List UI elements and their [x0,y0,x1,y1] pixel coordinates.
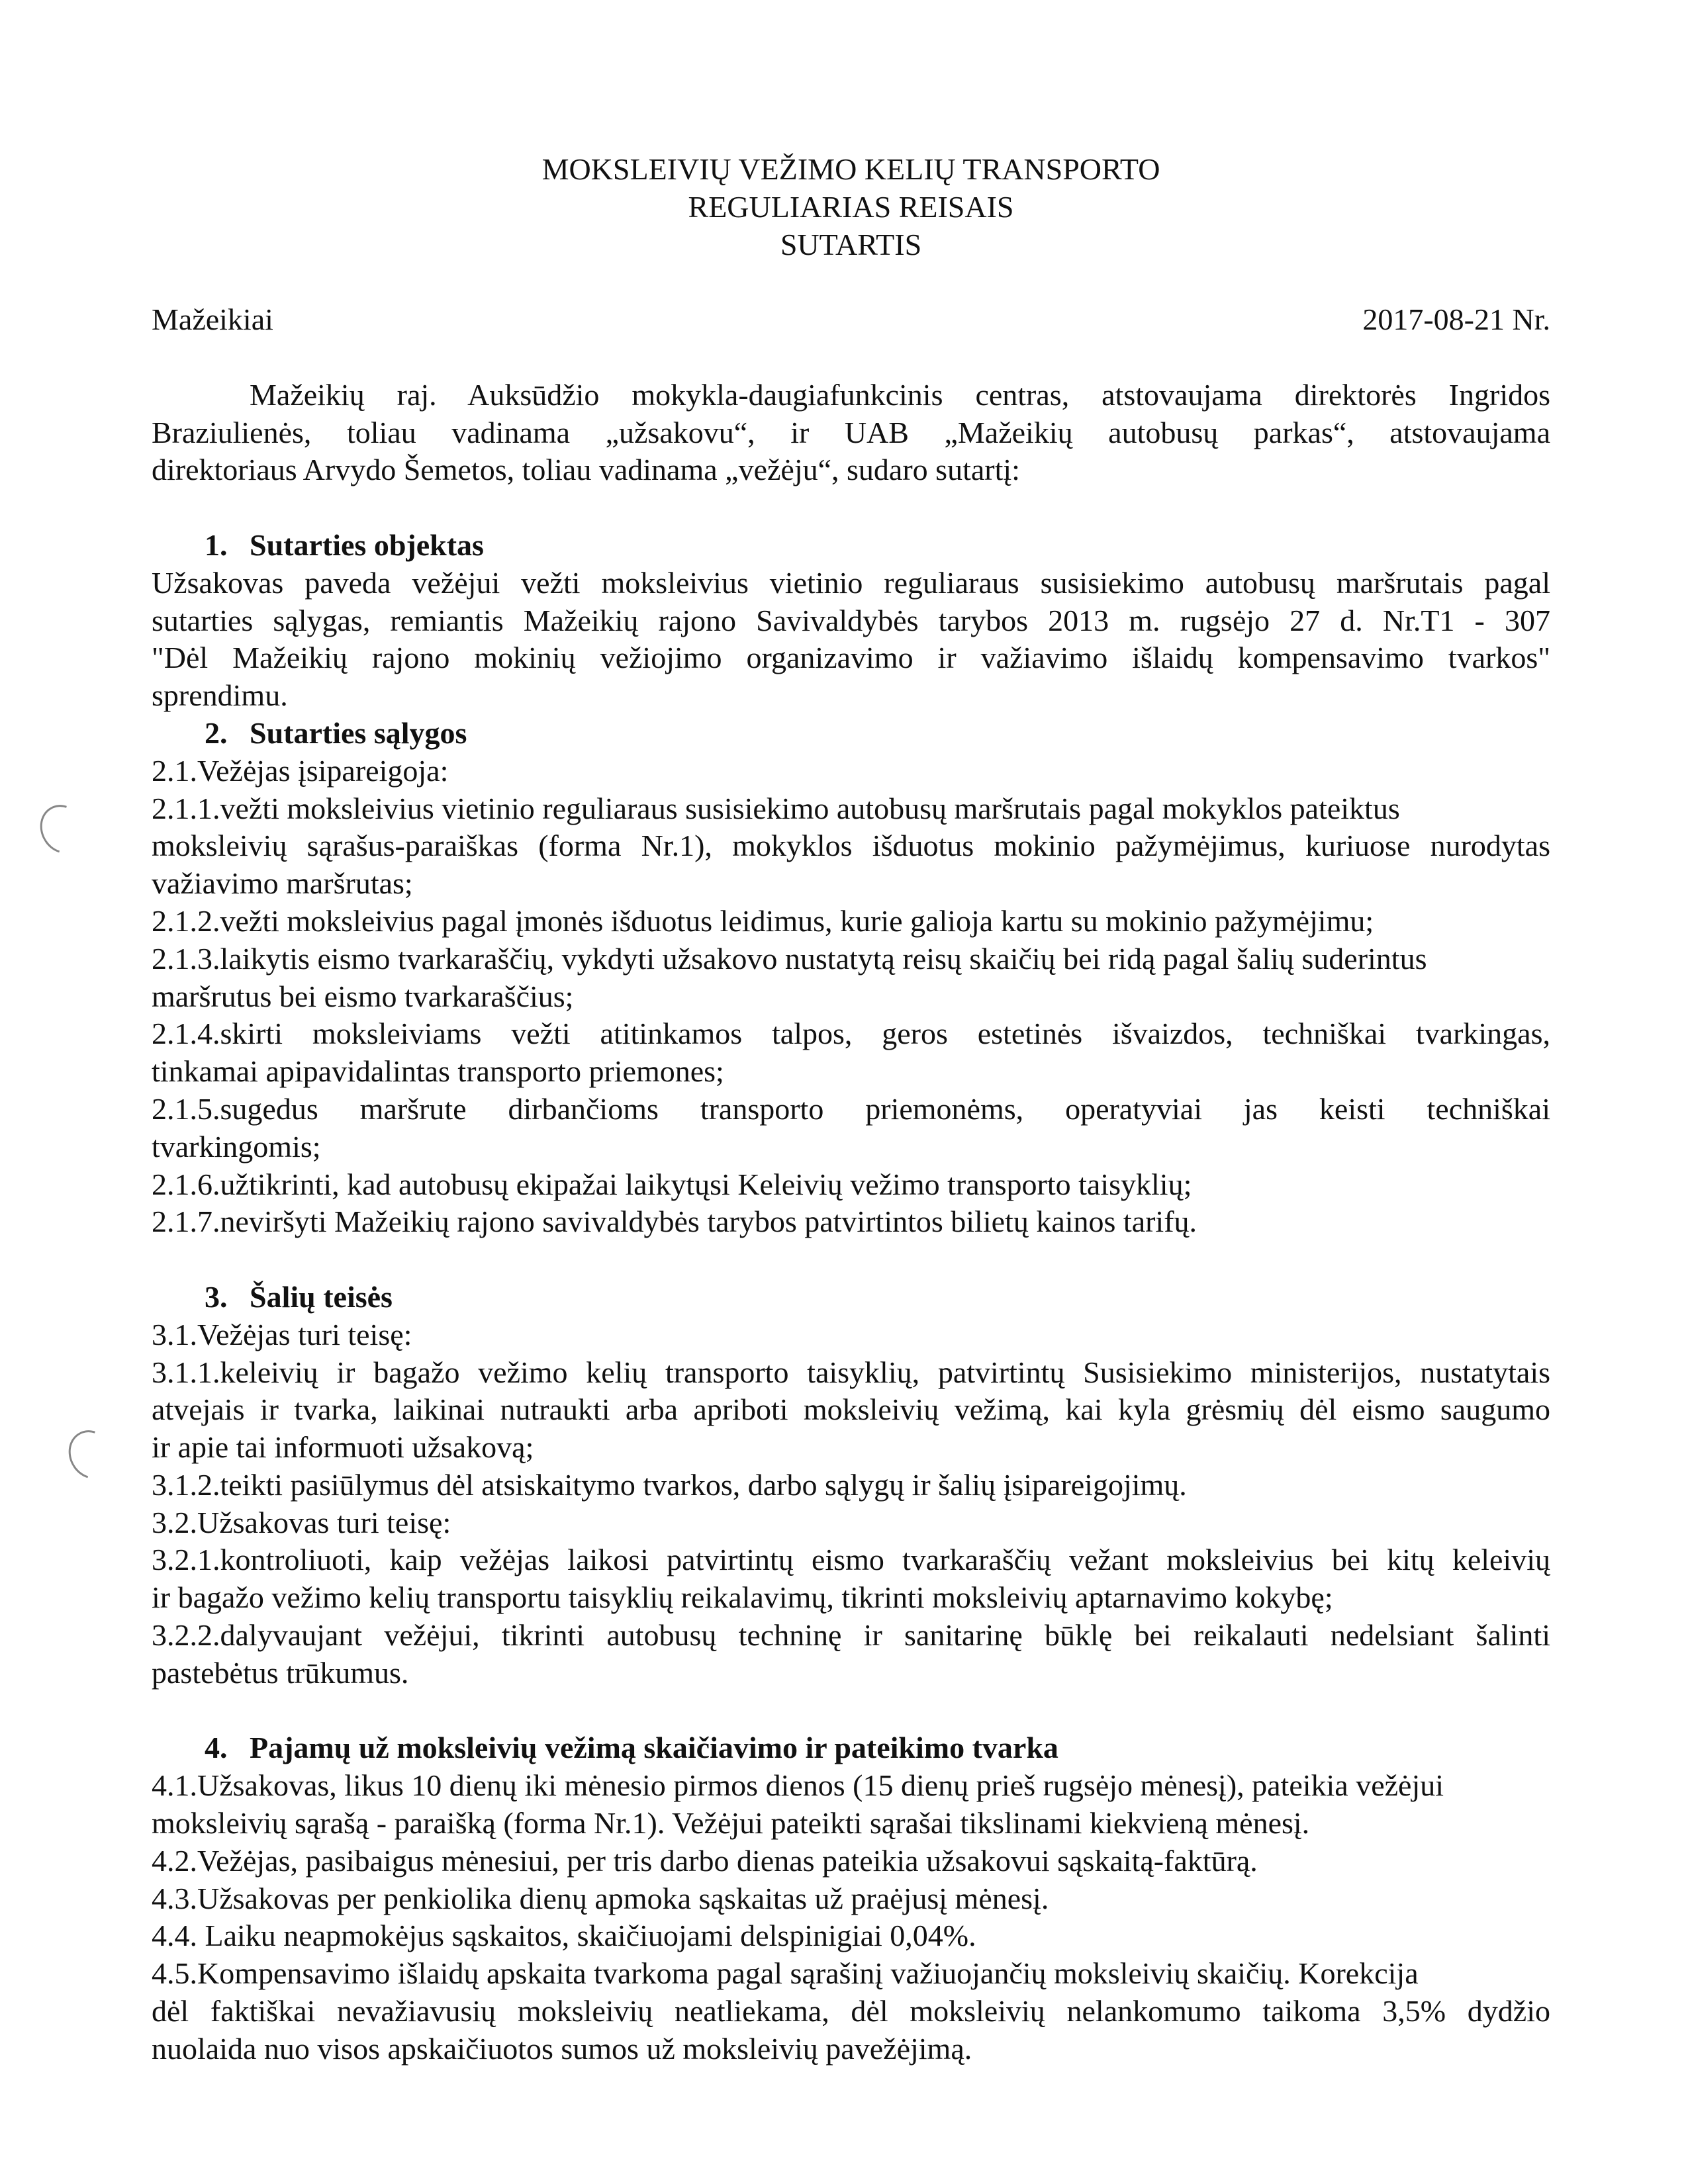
clause [152,565,1550,715]
section-title: Šalių teisės [250,1279,393,1314]
clause-line: sprendimu. [152,678,288,713]
clause-line: sutarties sąlygas, remiantis Mažeikių rajono Savivaldybės tarybos 2013 m. rugsėjo 27 d. Nr.T1 - 307 [152,603,1550,637]
section-number: 2. [205,715,228,750]
clause-line: 2.1.6.užtikrinti, kad autobusų ekipažai laikytųsi Keleivių vežimo transporto taisyklių; [152,1167,1192,1201]
section-heading [152,527,1550,565]
clause-line: 2.1.7.neviršyti Mažeikių rajono savivaldybės tarybos patvirtintos bilietų kainos tarifų. [152,1205,1197,1239]
section-title: Sutarties sąlygos [250,715,467,750]
clause-line: 2.1.4.skirti moksleiviams vežti atitinkamos talpos, geros estetinės išvaizdos, techniškai tvarkingas, [152,1017,1550,1051]
clause-line: 2.1.5.sugedus maršrute dirbančioms transporto priemonėms, operatyviai jas keisti techniškai [152,1091,1550,1126]
clause [152,1617,1550,1692]
clause-line: maršrutus bei eismo tvarkaraščius; [152,979,574,1013]
section-heading [152,1279,1550,1316]
clause-line: 3.1.Vežėjas turi teisę: [152,1317,412,1351]
clause [152,1467,1550,1504]
contract-date-number: 2017-08-21 Nr. [1362,302,1550,337]
clause [152,1166,1550,1204]
clause-line: 3.1.1.keleivių ir bagažo vežimo kelių transporto taisyklių, patvirtintų Susisiekimo ministerijos, nustatytais [152,1355,1550,1389]
clause [152,1880,1550,1918]
clause [152,1091,1550,1166]
punch-hole-mark [31,797,94,862]
clause [152,1541,1550,1617]
clause [152,1504,1550,1542]
section-number: 1. [205,527,228,562]
title-line: REGULIARIAS REISAIS [688,189,1014,224]
section-number: 4. [205,1731,228,1765]
clause-line: 4.4. Laiku neapmokėjus sąskaitos, skaičiuojami delspinigiai 0,04%. [152,1919,976,1953]
clause [152,940,1550,1016]
clause-line: 2.1.3.laikytis eismo tvarkaraščių, vykdyti užsakovo nustatytą reisų skaičių bei ridą pagal šalių suderintus [152,941,1427,976]
clause-line: moksleivių sąrašą - paraišką (forma Nr.1). Vežėjui pateikti sąrašai tikslinami kiekvieną mėnesį. [152,1806,1310,1841]
clause-line: ir bagažo vežimo kelių transportu taisyklių reikalavimų, tikrinti moksleivių aptarnavimo kokybę; [152,1580,1333,1615]
clause-line: 2.1.1.vežti moksleivius vietinio reguliaraus susisiekimo autobusų maršrutais pagal mokyklos pateiktus [152,791,1400,825]
contract-document [152,151,1550,2068]
place: Mažeikiai [152,302,273,337]
clause-line: 4.5.Kompensavimo išlaidų apskaita tvarkoma pagal sąrašinį važiuojančių moksleivių skaičių. Korekcija [152,1956,1419,1991]
clause [152,903,1550,940]
title-line: MOKSLEIVIŲ VEŽIMO KELIŲ TRANSPORTO [541,152,1160,186]
clause-line: "Dėl Mažeikių rajono mokinių vežiojimo organizavimo ir važiavimo išlaidų kompensavimo tvarkos" [152,641,1550,675]
clause-line: tinkamai apipavidalintas transporto priemones; [152,1054,724,1089]
clause-line: 4.2.Vežėjas, pasibaigus mėnesiui, per tris darbo dienas pateikia užsakovui sąskaitą-faktūrą. [152,1843,1258,1878]
clause-line: tvarkingomis; [152,1129,321,1163]
section-heading [152,715,1550,752]
clause [152,752,1550,790]
clause-line: moksleivių sąrašus-paraiškas (forma Nr.1), mokyklos išduotus mokinio pažymėjimus, kuriuose nurodytas [152,829,1550,863]
intro-line: Braziulienės, toliau vadinama „užsakovu“, ir UAB „Mažeikių autobusų parkas“, atstovaujama [152,415,1550,449]
clause-line: 3.2.1.kontroliuoti, kaip vežėjas laikosi patvirtintų eismo tvarkaraščių vežant moksleivius bei kitų keleivių [152,1543,1550,1577]
clause-line: 3.1.2.teikti pasiūlymus dėl atsiskaitymo tvarkos, darbo sąlygų ir šalių įsipareigojimų. [152,1467,1187,1502]
clause [152,1203,1550,1241]
clause [152,1917,1550,1955]
clause [152,1015,1550,1091]
clause-line: 4.1.Užsakovas, likus 10 dienų iki mėnesio pirmos dienos (15 dienų prieš rugsėjo mėnesį), pateikia vežėjui [152,1768,1444,1803]
clause [152,1767,1550,1843]
clause [152,790,1550,903]
clause-line: 2.1.Vežėjas įsipareigoja: [152,753,449,788]
clause [152,1316,1550,1354]
clause-line: pastebėtus trūkumus. [152,1655,409,1690]
clause-line: atvejais ir tvarka, laikinai nutraukti arba apriboti moksleivių vežimą, kai kyla grėsmių dėl eismo saugumo [152,1392,1550,1427]
section-title: Pajamų už moksleivių vežimą skaičiavimo ir pateikimo tvarka [250,1731,1058,1765]
sections [152,527,1550,2068]
section-heading [152,1729,1550,1767]
clause-line: dėl faktiškai nevažiavusių moksleivių neatliekama, dėl moksleivių nelankomumo taikoma 3,5% dydžio [152,1994,1550,2028]
clause-line: 3.2.2.dalyvaujant vežėjui, tikrinti autobusų techninę ir sanitarinę būklę bei reikalauti nedelsiant šalinti [152,1618,1550,1653]
clause [152,1843,1550,1880]
place-date-row [152,301,1550,339]
clause-line: važiavimo maršrutas; [152,866,413,901]
clause-line: Užsakovas paveda vežėjui vežti moksleivius vietinio reguliaraus susisiekimo autobusų maršrutais pagal [152,565,1550,600]
title-line: SUTARTIS [780,227,922,261]
clause-line: 4.3.Užsakovas per penkiolika dienų apmoka sąskaitas už praėjusį mėnesį. [152,1881,1049,1915]
clause-line: 2.1.2.vežti moksleivius pagal įmonės išduotus leidimus, kurie galioja kartu su mokinio pažymėjimu; [152,903,1374,938]
clause [152,1955,1550,2068]
clause-line: 3.2.Užsakovas turi teisę: [152,1505,451,1539]
intro-line: direktoriaus Arvydo Šemetos, toliau vadinama „vežėju“, sudaro sutartį: [152,453,1020,487]
punch-hole-mark [60,1422,122,1488]
clause-line: ir apie tai informuoti užsakovą; [152,1430,534,1465]
section-title: Sutarties objektas [250,527,484,562]
clause-line: nuolaida nuo visos apskaičiuotos sumos už moksleivių pavežėjimą. [152,2031,972,2066]
intro-line: Mažeikių raj. Auksūdžio mokykla-daugiafunkcinis centras, atstovaujama direktorės Ingridos [250,377,1550,412]
section-number: 3. [205,1279,228,1314]
clause [152,1354,1550,1467]
